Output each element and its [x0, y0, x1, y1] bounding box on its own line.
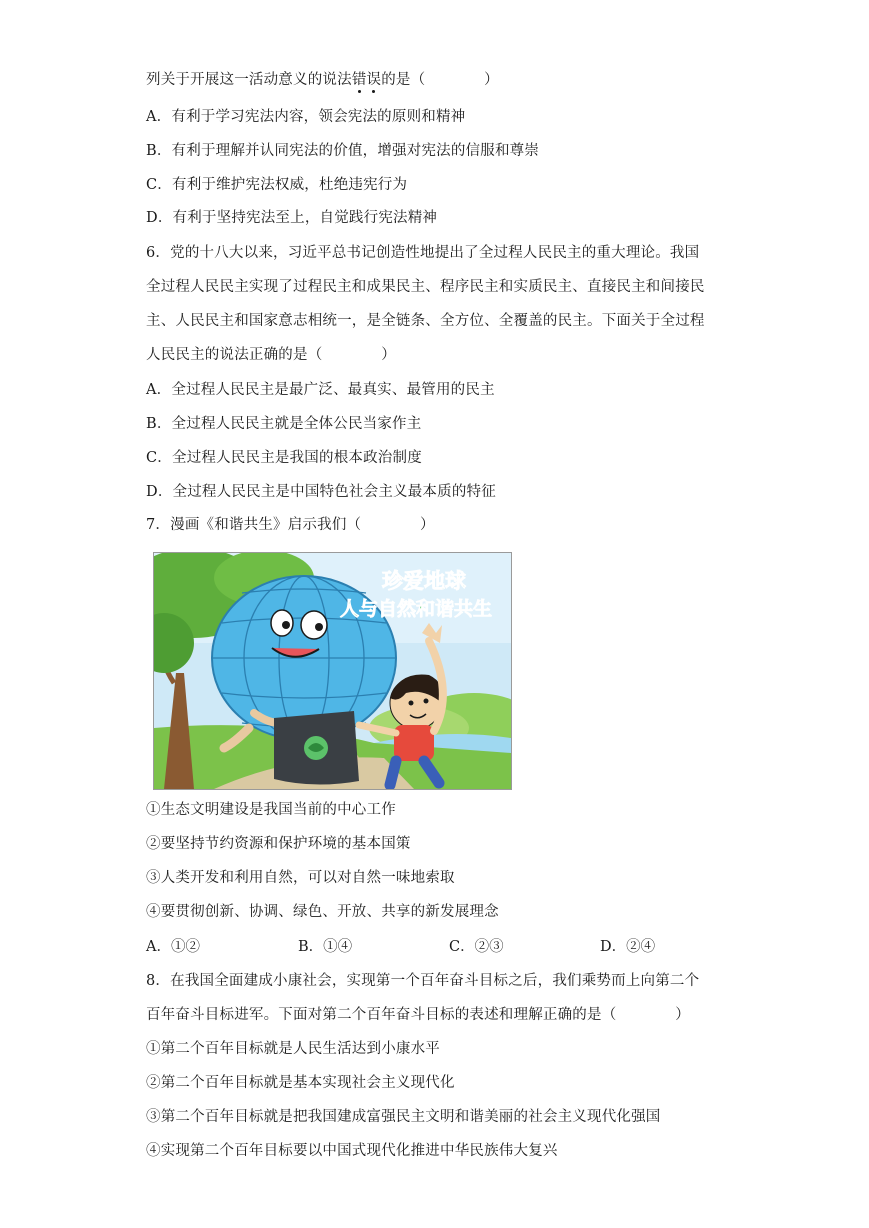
globe-eye-right — [301, 611, 327, 639]
q6-option-d: D．全过程人民民主是中国特色社会主义最本质的特征 — [146, 484, 496, 500]
q8-statement-3: ③第二个百年目标就是把我国建成富强民主文明和谐美丽的社会主义现代化强国 — [146, 1109, 661, 1125]
q5-option-a: A．有利于学习宪法内容，领会宪法的原则和精神 — [146, 109, 466, 125]
q5-option-c: C．有利于维护宪法权威，杜绝违宪行为 — [146, 177, 408, 193]
q6-stem-line-4: 人民民主的说法正确的是（ ） — [146, 347, 396, 363]
q6-stem-line-1: 6．党的十八大以来，习近平总书记创造性地提出了全过程人民民主的重大理论。我国 — [146, 245, 700, 261]
q7-statement-4: ④要贯彻创新、协调、绿色、开放、共享的新发展理念 — [146, 904, 499, 920]
q7-choice-b: B．①④ — [298, 939, 353, 955]
harmony-cartoon — [153, 552, 512, 790]
q7-statement-3: ③人类开发和利用自然，可以对自然一味地索取 — [146, 870, 455, 886]
q7-choice-a: A．①② — [146, 939, 200, 955]
q8-stem-line-1: 8．在我国全面建成小康社会，实现第一个百年奋斗目标之后，我们乘势而上向第二个 — [146, 973, 700, 989]
q5-stem-prefix: 列关于开展这一活动意义的说法 — [146, 72, 352, 88]
slogan-line-2: 人与自然和谐共生 — [339, 598, 493, 620]
q6-stem-line-3: 主、人民民主和国家意志相统一，是全链条、全方位、全覆盖的民主。下面关于全过程 — [146, 313, 705, 329]
harmony-cartoon-drawing — [154, 553, 511, 789]
q7-choice-c: C．②③ — [449, 939, 504, 955]
q6-option-b: B．全过程人民民主就是全体公民当家作主 — [146, 416, 422, 432]
q7-stem: 7．漫画《和谐共生》启示我们（ ） — [146, 517, 435, 533]
q5-emph-char-2: 误 — [366, 72, 382, 88]
q6-option-c: C．全过程人民民主是我国的根本政治制度 — [146, 450, 422, 466]
q7-choice-d: D．②④ — [600, 939, 656, 955]
q6-stem-line-2: 全过程人民民主实现了过程民主和成果民主、程序民主和实质民主、直接民主和间接民 — [146, 279, 705, 295]
q5-option-d: D．有利于坚持宪法至上，自觉践行宪法精神 — [146, 210, 438, 226]
kid-shirt — [394, 725, 434, 761]
q8-statement-4: ④实现第二个百年目标要以中国式现代化推进中华民族伟大复兴 — [146, 1143, 558, 1159]
q7-statement-2: ②要坚持节约资源和保护环境的基本国策 — [146, 836, 411, 852]
q7-statement-1: ①生态文明建设是我国当前的中心工作 — [146, 802, 396, 818]
q5-stem-suffix: 的是（ ） — [381, 72, 499, 88]
q6-option-a: A．全过程人民民主是最广泛、最真实、最管用的民主 — [146, 382, 495, 398]
q8-statement-1: ①第二个百年目标就是人民生活达到小康水平 — [146, 1041, 440, 1057]
globe-eye-left — [271, 610, 293, 636]
q5-stem — [146, 70, 499, 90]
q5-emph-char-1: 错 — [351, 72, 367, 88]
q8-stem-line-2: 百年奋斗目标进军。下面对第二个百年奋斗目标的表述和理解正确的是（ ） — [146, 1007, 690, 1023]
q5-option-b: B．有利于理解并认同宪法的价值，增强对宪法的信服和尊崇 — [146, 143, 540, 159]
slogan-line-1: 珍爱地球 — [382, 569, 466, 593]
q8-statement-2: ②第二个百年目标就是基本实现社会主义现代化 — [146, 1075, 455, 1091]
